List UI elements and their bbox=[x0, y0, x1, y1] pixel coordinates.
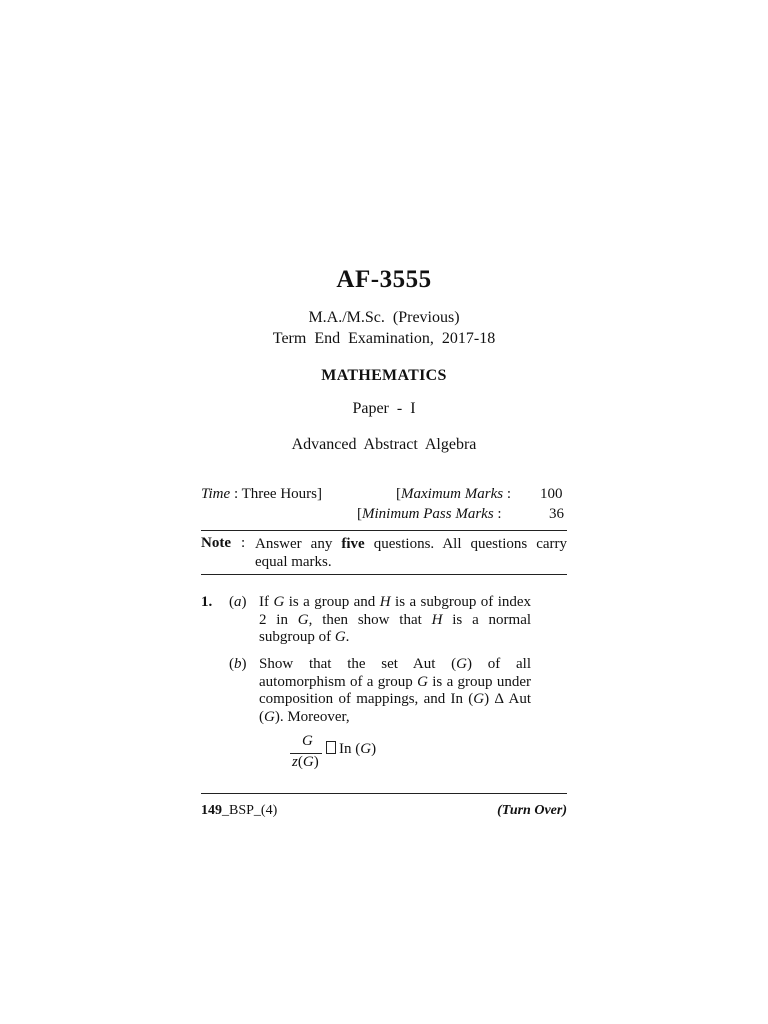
formula-denominator: z(G) bbox=[292, 754, 319, 770]
max-marks-row: [Maximum Marks : bbox=[396, 486, 511, 502]
part-a-label: (a) bbox=[229, 594, 247, 610]
paper-title: Advanced Abstract Algebra bbox=[291, 436, 477, 453]
divider-middle bbox=[201, 574, 567, 575]
question-number: 1. bbox=[201, 594, 213, 610]
exam-line: Term End Examination, 2017-18 bbox=[272, 330, 496, 347]
paper-number: Paper - I bbox=[352, 400, 416, 417]
note-colon: : bbox=[241, 535, 246, 551]
max-marks-label: Maximum Marks bbox=[401, 486, 504, 502]
divider-top bbox=[201, 530, 567, 531]
time-row: Time : Three Hours] bbox=[201, 486, 322, 502]
paper-code: AF-3555 bbox=[336, 266, 432, 293]
footer-code: 149_BSP_(4) bbox=[201, 803, 278, 818]
note-text: Answer any five questions. All questions carry equal marks. bbox=[255, 536, 568, 570]
time-value: Three Hours] bbox=[241, 486, 322, 502]
subject-heading: MATHEMATICS bbox=[321, 367, 447, 384]
time-label: Time bbox=[201, 486, 231, 502]
turn-over: (Turn Over) bbox=[497, 803, 567, 818]
part-a-text: If G is a group and H is a subgroup of index 2 in G, then show that H is a normal subgroup of G. bbox=[259, 594, 532, 646]
note-label: Note bbox=[201, 535, 231, 551]
min-marks-row: [Minimum Pass Marks : bbox=[357, 506, 502, 522]
divider-bottom bbox=[201, 793, 567, 794]
formula-rhs: In (G) bbox=[326, 741, 376, 758]
max-marks-value: 100 bbox=[540, 486, 563, 502]
programme-line: M.A./M.Sc. (Previous) bbox=[308, 309, 460, 326]
part-b-label: (b) bbox=[229, 656, 247, 672]
min-marks-value: 36 bbox=[549, 506, 564, 522]
formula-numerator: G bbox=[302, 733, 313, 749]
part-b-text: Show that the set Aut (G) of all automorphism of a group G is a group under composition of mappings, and In (G) Δ Aut (G). Moreover, bbox=[259, 656, 532, 725]
note-emphasis: five bbox=[341, 536, 365, 552]
min-marks-label: Minimum Pass Marks bbox=[362, 506, 494, 522]
isomorphism-symbol-icon bbox=[326, 741, 336, 754]
